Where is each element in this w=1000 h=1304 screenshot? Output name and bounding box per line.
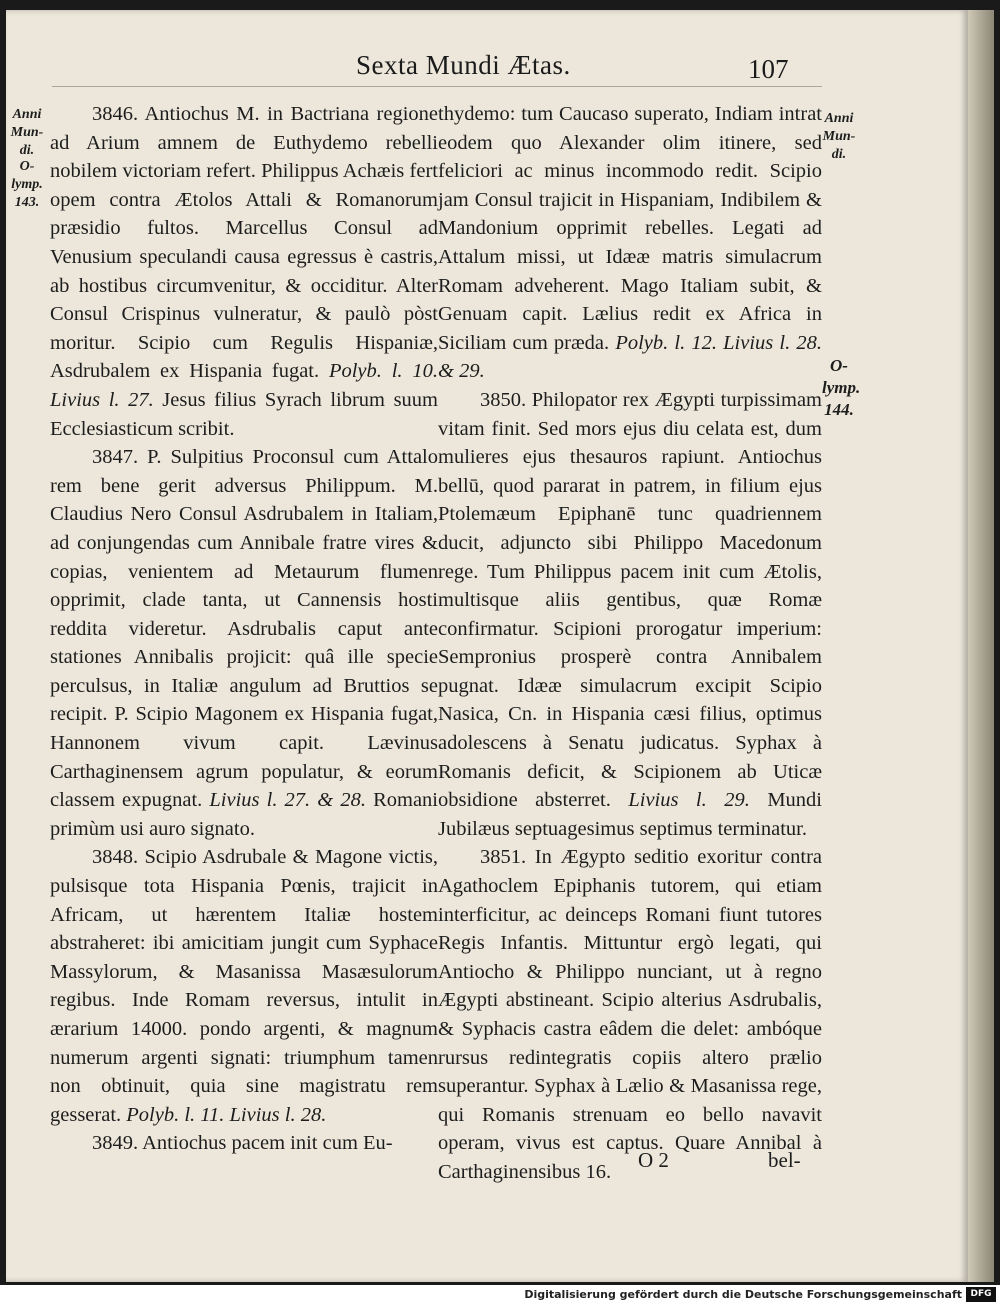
margin-note-olympiad-left: O-lymp. 143.: [11, 159, 43, 210]
running-title: Sexta Mundi Ætas.: [356, 50, 571, 80]
entry-text: Romani primùm usi auro signato.: [50, 789, 438, 840]
entry-3846: [50, 100, 438, 443]
page-footer: [438, 1148, 822, 1178]
entry-3847: [50, 443, 438, 843]
catchword: bel-: [768, 1148, 801, 1172]
entry-text: 3848. Scipio Asdrubale & Magone victis, pulsisque tota Hispania Pœnis, trajicit in Africam, ut hærentem Italiæ hostem abstraheret: ibi amicitiam jungit cum Syphace Massylorum, & Masanissa Masæsulorum regibus. Inde Romam reversus, intulit in ærarium 14000. pondo argenti, & magnum numerum argenti signati: triumphum tamen non obtinuit, quia sine magistratu rem gesserat.: [50, 846, 438, 1126]
entry-3849-continued: [438, 100, 822, 386]
margin-note-olympiad-right: O-lymp. 144.: [822, 356, 861, 419]
margin-note-anni-mundi-left: Anni Mun-di.: [10, 107, 44, 158]
entry-text: 3850. Philopator rex Ægypti turpissimam vitam finit. Sed mors ejus diu celata est, dum mulieres ejus thesauros rapiunt. Antiochus bellū, quod pararat in patrem, in filium ejus Ptolemæum Epiphanē tunc quadriennem ducit, adjuncto sibi Philippo Macedonum rege. Tum Philippus pacem init cum Ætolis, multisque aliis gentibus, quæ Romæ confirmatur. Scipioni prorogatur imperium: Sempronius prosperè contra Annibalem pugnat. Idææ simulacrum excipit Scipio Nasica, Cn. in Hispania cæsi filius, optimus adolescens à Senatu judicatus. Syphax à Romanis deficit, & Scipionem ab Uticæ obsidione absterret.: [438, 388, 822, 812]
entry-3850: [438, 386, 822, 844]
entry-3851: [438, 843, 822, 1186]
citation: Livius l. 27. & 28.: [209, 789, 366, 812]
right-column: [438, 100, 822, 1187]
citation: Livius l. 29.: [628, 789, 750, 812]
entry-3849: [50, 1129, 438, 1158]
dfg-logo: DFG: [966, 1287, 996, 1302]
entry-text: 3849. Antiochus pacem init cum Eu-: [92, 1132, 393, 1155]
citation: Polyb. l. 11. Livius l. 28.: [126, 1103, 327, 1126]
entry-text: 3846. Antiochus M. in Bactriana regione ad Arium amnem de Euthydemo rebelli nobilem victoriam refert. Philippus Achæis fert opem contra Ætolos Attali & Romanorum præsidio fultos. Marcellus Consul ad Venusium speculandi causa egressus è castris, ab hostibus circumvenitur, & occiditur. Alter Consul Crispinus vulneratur, & paulò pòst moritur. Scipio cum Regulis Hispaniæ, Asdrubalem ex Hispania fugat.: [50, 103, 438, 383]
entry-text: thydemo: tum Caucaso superato, Indiam intrat eodem quo Alexander olim itinere, sed feliciori ac minus incommodo redit. Scipio jam Consul trajicit in Hispaniam, Indibilem & Mandonium opprimit rebelles. Legati ad Attalum missi, ut Idææ matris simulacrum Romam adveherent. Mago Italiam subit, & Genuam capit. Lælius redit ex Africa in Siciliam cum præda.: [438, 103, 822, 354]
entry-text: 3847. P. Sulpitius Proconsul cum Attalo rem bene gerit adversus Philippum. M. Claudius Nero Consul Asdrubalem in Italiam, ad conjungendas cum Annibale fratre vires & copias, venientem ad Metaurum flumen opprimit, clade tanta, ut Cannensis hosti reddita videretur. Asdrubalis caput ante stationes Annibalis projicit: quâ ille specie perculsus, in Italiæ angulum ad Bruttios se recipit. P. Scipio Magonem ex Hispania fugat, Hannonem vivum capit. Lævinus Carthaginensem agrum populatur, & eorum classem expugnat.: [50, 446, 438, 812]
entry-text: 3851. In Ægypto seditio exoritur contra Agathoclem Epiphanis tutorem, qui etiam interficitur, ac deinceps Romani fiunt tutores Regis Infantis. Mittuntur ergò legati, qui Antiocho & Philippo nunciant, ut à regno Ægypti abstineant. Scipio alterius Asdrubalis, & Syphacis castra eâdem die delet: ambóque rursus redintegratis copiis altero prælio superantur. Syphax à Lælio & Masanissa rege, qui Romanis strenuam eo bello navavit operam, vivus est captus. Quare Annibal à Carthaginensibus 16.: [438, 846, 822, 1183]
credit-bar: [0, 1286, 1000, 1304]
entry-text: Jesus filius Syrach librum suum Ecclesiasticum scribit.: [50, 388, 438, 440]
entry-3848: [50, 843, 438, 1129]
signature-mark: O 2: [638, 1148, 669, 1172]
book-page: [6, 10, 968, 1282]
funding-credit: Digitalisierung gefördert durch die Deutsche Forschungsgemeinschaft: [524, 1288, 962, 1301]
margin-note-anni-mundi-right: Anni Mun-di.: [822, 111, 856, 162]
left-column: [50, 100, 438, 1158]
page-header: [6, 50, 968, 90]
page-edge: [968, 10, 994, 1282]
page-number: 107: [748, 54, 789, 84]
citation: Polyb. l. 10. Livius l. 27.: [50, 360, 439, 411]
citation: Polyb. l. 12. Livius l. 28. & 29.: [438, 331, 823, 383]
header-rule: [52, 86, 822, 87]
entry-text: Mundi Jubilæus septuagesimus septimus terminatur.: [438, 789, 822, 840]
